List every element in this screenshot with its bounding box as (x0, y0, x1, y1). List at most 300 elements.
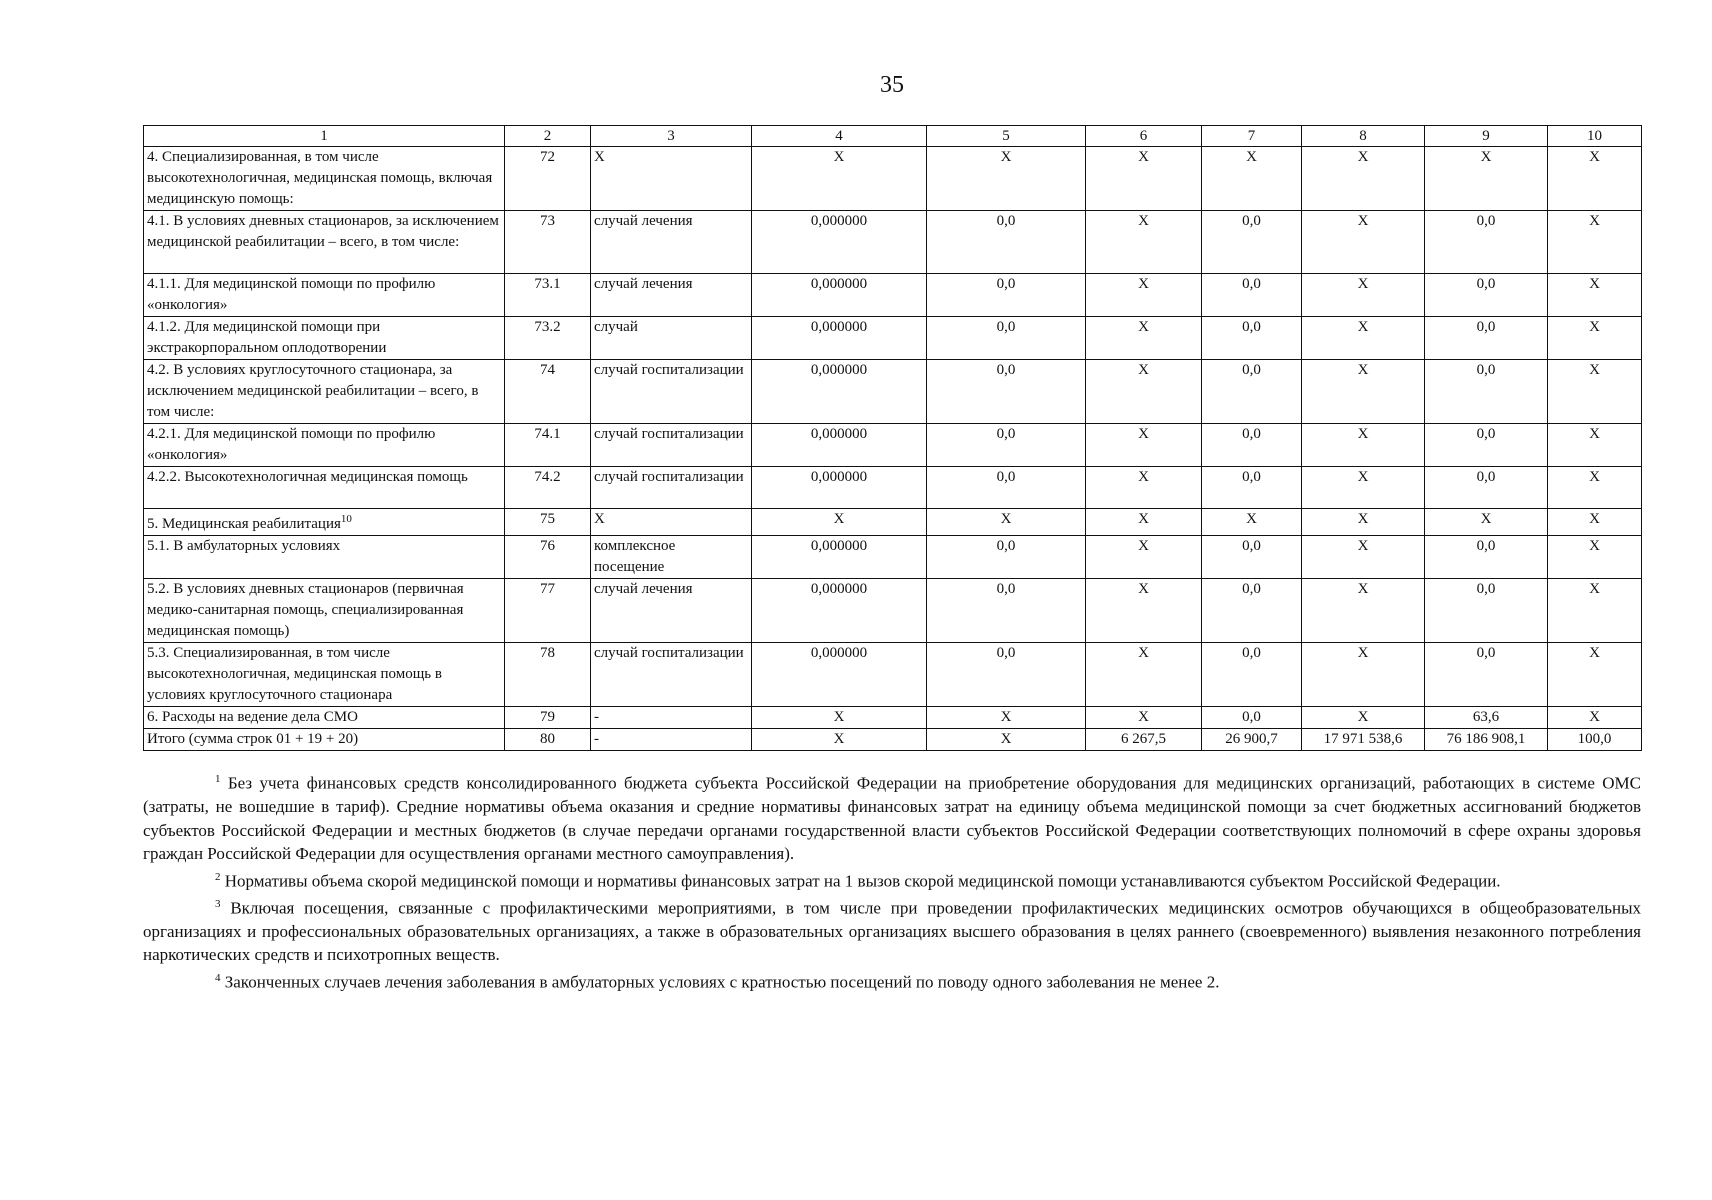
table-cell (927, 211, 1086, 274)
cell-text: 5.1. В амбулаторных условиях (147, 538, 341, 554)
column-header: 3 (591, 126, 752, 147)
table-cell (752, 729, 927, 751)
table-cell (591, 536, 752, 579)
table-row (144, 211, 1642, 274)
row-label (144, 707, 505, 729)
table-cell (1202, 509, 1302, 536)
cell-text: 73.2 (534, 319, 561, 335)
footnote-marker: 4 (215, 971, 221, 984)
table-cell (1548, 729, 1642, 751)
row-label (144, 317, 505, 360)
column-header: 1 (144, 126, 505, 147)
cell-text: 0,0 (1476, 276, 1496, 292)
table-row (144, 147, 1642, 211)
table-cell (505, 424, 591, 467)
table-cell (927, 147, 1086, 211)
table-cell (1425, 424, 1548, 467)
cell-text: 0,0 (1242, 709, 1261, 725)
cell-text: 4.1. В условиях дневных стационаров, за исключением медицинской реабилитации – всего, в том числе: (147, 213, 499, 250)
cell-text: X (1000, 149, 1012, 165)
cell-text: 0,000000 (810, 426, 868, 442)
table-cell (505, 579, 591, 643)
cell-text: 0,000000 (810, 581, 868, 597)
cell-text: 0,000000 (810, 319, 868, 335)
cell-text: 26 900,7 (1225, 731, 1278, 747)
table-cell (591, 211, 752, 274)
cell-text: X (1480, 511, 1492, 527)
footnote-text: Без учета финансовых средств консолидированного бюджета субъекта Российской Федерации на приобретение оборудования для медицинских организаций, работающих в системе ОМС (затраты, не вошедшие в тариф). Средние нормативы объема оказания и средние нормативы финансовых затрат на единицу объема медицинской помощи за счет бюджетных ассигнований бюджетов субъектов Российской Федерации и местных бюджетов (в случае передачи органами государственной власти субъектов Российской Федерации соответствующих полномочий в сфере охраны здоровья граждан Российской Федерации для осуществления органами местного самоуправления). (143, 773, 1641, 864)
table-cell (1425, 274, 1548, 317)
cell-text: X (1138, 511, 1149, 527)
table-cell (1202, 536, 1302, 579)
table-cell (1086, 467, 1202, 509)
cell-text: X (1138, 709, 1149, 725)
cell-text: X (1357, 511, 1369, 527)
row-label (144, 579, 505, 643)
table-cell (1425, 317, 1548, 360)
row-label (144, 467, 505, 509)
cell-text: X (1000, 511, 1012, 527)
table-cell (1086, 360, 1202, 424)
table-cell (1548, 467, 1642, 509)
cell-text: 0,0 (996, 645, 1016, 661)
cell-text: X (833, 149, 845, 165)
cell-text: 0,0 (996, 276, 1016, 292)
table-cell (1548, 360, 1642, 424)
cell-text: X (1138, 276, 1149, 292)
row-label (144, 509, 505, 536)
table-cell (927, 729, 1086, 751)
cell-text: 73.1 (534, 276, 561, 292)
cell-text: 80 (540, 731, 555, 747)
table-cell (505, 729, 591, 751)
table-cell (1202, 467, 1302, 509)
cell-text: 5. Медицинская реабилитация (147, 516, 341, 532)
table-cell (1425, 211, 1548, 274)
table-cell (1425, 536, 1548, 579)
table-cell (1425, 707, 1548, 729)
table-cell (591, 643, 752, 707)
table-cell (1425, 509, 1548, 536)
cell-text: X (833, 511, 845, 527)
table-cell (927, 317, 1086, 360)
cell-text: X (594, 149, 605, 165)
cell-text: 17 971 538,6 (1323, 731, 1403, 747)
table-cell (1086, 579, 1202, 643)
table-row (144, 360, 1642, 424)
table-cell (1548, 509, 1642, 536)
table-cell (1086, 274, 1202, 317)
cell-text: - (594, 731, 599, 747)
cell-text: случай госпитализации (594, 362, 744, 378)
cell-text: 4.1.1. Для медицинской помощи по профилю «онкология» (147, 276, 436, 313)
table-cell (1202, 424, 1302, 467)
cell-text: случай госпитализации (594, 469, 744, 485)
cell-text: 0,0 (1242, 538, 1261, 554)
table-cell (1202, 360, 1302, 424)
cell-text: 0,0 (1476, 426, 1496, 442)
cell-text: X (1000, 731, 1012, 747)
cell-text: 77 (540, 581, 555, 597)
cell-text: 0,0 (1476, 581, 1496, 597)
column-header: 5 (927, 126, 1086, 147)
table-cell (505, 360, 591, 424)
cell-text: X (1357, 149, 1369, 165)
table-cell (1202, 317, 1302, 360)
cell-text: 0,0 (1242, 469, 1261, 485)
table-cell (1302, 729, 1425, 751)
table-cell (1086, 643, 1202, 707)
footnote-text: Включая посещения, связанные с профилактическими мероприятиями, в том числе при проведении профилактических медицинских осмотров обучающихся в общеобразовательных организациях и профессиональных образовательных организациях, а также в образовательных организациях высшего образования в целях раннего (своевременного) выявления незаконного потребления наркотических средств и психотропных веществ. (143, 898, 1641, 965)
cell-text: 72 (540, 149, 555, 165)
table-cell (591, 729, 752, 751)
cell-text: 0,0 (996, 581, 1016, 597)
cell-text: 0,000000 (810, 276, 868, 292)
table-cell (927, 643, 1086, 707)
table-cell (1086, 211, 1202, 274)
table-cell (505, 509, 591, 536)
table-cell (1548, 707, 1642, 729)
cell-text: X (1138, 213, 1149, 229)
table-cell (1548, 643, 1642, 707)
cell-text: 0,0 (996, 362, 1016, 378)
cell-text: 100,0 (1577, 731, 1612, 747)
table-cell (1548, 536, 1642, 579)
row-label (144, 424, 505, 467)
table-cell (591, 509, 752, 536)
table-cell (752, 536, 927, 579)
cell-text: 0,0 (996, 538, 1016, 554)
row-label (144, 147, 505, 211)
cell-text: X (1589, 581, 1600, 597)
footnote-text: Законченных случаев лечения заболевания в амбулаторных условиях с кратностью посещений по поводу одного заболевания не менее 2. (224, 972, 1220, 992)
table-cell (1086, 707, 1202, 729)
cell-text: 0,0 (1242, 276, 1261, 292)
cell-text: 76 (540, 538, 555, 554)
cell-text: X (1357, 538, 1369, 554)
table-cell (1086, 424, 1202, 467)
table-cell (505, 707, 591, 729)
cell-text: 0,0 (1476, 469, 1496, 485)
table-cell (1086, 729, 1202, 751)
row-label (144, 274, 505, 317)
cell-text: X (1138, 362, 1149, 378)
cell-text: случай госпитализации (594, 645, 744, 661)
table-cell (1548, 317, 1642, 360)
cell-text: X (1589, 149, 1600, 165)
table-cell (591, 147, 752, 211)
footnote-marker: 1 (215, 773, 221, 785)
cell-text: X (1480, 149, 1492, 165)
table-cell (591, 579, 752, 643)
cell-text: X (1000, 709, 1012, 725)
cell-text: 0,0 (996, 426, 1016, 442)
cell-text: случай лечения (594, 213, 693, 229)
column-header: 10 (1548, 126, 1642, 147)
cell-text: X (1138, 469, 1149, 485)
cell-text: 75 (540, 511, 555, 527)
column-header: 4 (752, 126, 927, 147)
table-cell (1302, 274, 1425, 317)
cell-text: X (1589, 645, 1600, 661)
cell-text: 0,0 (1242, 319, 1261, 335)
table-cell (752, 147, 927, 211)
cell-text: X (1246, 511, 1257, 527)
table-cell (752, 317, 927, 360)
table-cell (1425, 467, 1548, 509)
cell-text: 0,0 (996, 469, 1016, 485)
cell-text: X (1589, 276, 1600, 292)
cell-text: 4.2.1. Для медицинской помощи по профилю «онкология» (147, 426, 436, 463)
table-cell (927, 424, 1086, 467)
column-header: 8 (1302, 126, 1425, 147)
cell-text: X (1589, 538, 1600, 554)
cell-text: X (1357, 581, 1369, 597)
cell-text: 5.3. Специализированная, в том числе высокотехнологичная, медицинская помощь в условиях круглосуточного стационара (147, 645, 442, 703)
cell-text: 0,0 (1242, 645, 1261, 661)
cell-text: 79 (540, 709, 555, 725)
table-cell (1302, 509, 1425, 536)
cell-text: X (1138, 149, 1149, 165)
table-cell (1425, 579, 1548, 643)
cell-text: X (1589, 362, 1600, 378)
row-label (144, 536, 505, 579)
cell-text: 0,000000 (810, 362, 868, 378)
table-cell (1086, 317, 1202, 360)
table-cell (927, 274, 1086, 317)
footnote-marker: 10 (340, 513, 352, 525)
cell-text: 6. Расходы на ведение дела СМО (147, 709, 358, 725)
cell-text: 0,0 (996, 213, 1016, 229)
table-cell (1202, 211, 1302, 274)
cell-text: - (594, 709, 599, 725)
table-cell (927, 360, 1086, 424)
cell-text: комплексное посещение (594, 538, 676, 575)
cell-text: случай лечения (594, 581, 693, 597)
table-cell (505, 467, 591, 509)
footnote-marker: 3 (215, 897, 221, 910)
table-cell (927, 509, 1086, 536)
cell-text: 0,000000 (810, 213, 868, 229)
cell-text: 4. Специализированная, в том числе высокотехнологичная, медицинская помощь, включая медицинскую помощь: (147, 149, 493, 207)
table-cell (1302, 211, 1425, 274)
table-cell (1425, 147, 1548, 211)
table-cell (1302, 147, 1425, 211)
cell-text: 0,0 (996, 319, 1016, 335)
cell-text: X (1589, 426, 1600, 442)
data-table (143, 125, 1642, 751)
cell-text: 73 (540, 213, 555, 229)
row-label (144, 360, 505, 424)
table-cell (752, 467, 927, 509)
table-cell (1202, 643, 1302, 707)
table-cell (591, 424, 752, 467)
table-cell (1086, 536, 1202, 579)
table-cell (505, 317, 591, 360)
cell-text: 74.1 (534, 426, 561, 442)
cell-text: 0,0 (1242, 362, 1261, 378)
footnote-text: Нормативы объема скорой медицинской помощи и нормативы финансовых затрат на 1 вызов скорой медицинской помощи устанавливаются субъектом Российской Федерации. (224, 871, 1501, 891)
table-cell (1202, 274, 1302, 317)
table-row (144, 579, 1642, 643)
table-cell (1548, 211, 1642, 274)
row-label (144, 729, 505, 751)
table-cell (591, 274, 752, 317)
cell-text: 74.2 (534, 469, 561, 485)
table-row (144, 274, 1642, 317)
table-cell (927, 536, 1086, 579)
cell-text: 6 267,5 (1121, 731, 1166, 747)
column-header: 9 (1425, 126, 1548, 147)
table-cell (1425, 360, 1548, 424)
cell-text: X (1589, 469, 1600, 485)
table-cell (927, 707, 1086, 729)
cell-text: X (1357, 645, 1369, 661)
cell-text: 4.2. В условиях круглосуточного стационара, за исключением медицинской реабилитации – всего, в том числе: (147, 362, 479, 420)
cell-text: X (1357, 362, 1369, 378)
cell-text: случай лечения (594, 276, 693, 292)
cell-text: X (1357, 319, 1369, 335)
footnote (143, 967, 1641, 994)
cell-text: X (1589, 511, 1600, 527)
table-cell (505, 536, 591, 579)
table-cell (1302, 643, 1425, 707)
footnote (143, 768, 1641, 866)
table-cell (591, 360, 752, 424)
table-cell (505, 274, 591, 317)
cell-text: X (1138, 645, 1149, 661)
cell-text: X (1246, 149, 1257, 165)
table-cell (505, 211, 591, 274)
table-cell (1302, 317, 1425, 360)
page-number: 35 (880, 72, 904, 98)
cell-text: X (833, 709, 845, 725)
table-row (144, 643, 1642, 707)
table-cell (1425, 643, 1548, 707)
table-cell (1548, 147, 1642, 211)
table-cell (1302, 536, 1425, 579)
cell-text: 78 (540, 645, 555, 661)
table-cell (1302, 467, 1425, 509)
column-header: 7 (1202, 126, 1302, 147)
table-cell (505, 643, 591, 707)
cell-text: 0,0 (1242, 426, 1261, 442)
cell-text: случай (594, 319, 638, 335)
table-row (144, 707, 1642, 729)
table-cell (752, 509, 927, 536)
cell-text: случай госпитализации (594, 426, 744, 442)
table-cell (1548, 274, 1642, 317)
cell-text: 5.2. В условиях дневных стационаров (первичная медико-санитарная помощь, специализированная медицинская помощь) (147, 581, 464, 639)
footnote (143, 893, 1641, 967)
table-row (144, 317, 1642, 360)
row-label (144, 643, 505, 707)
cell-text: 0,0 (1242, 213, 1261, 229)
cell-text: X (1357, 276, 1369, 292)
table-row (144, 509, 1642, 536)
cell-text: X (1589, 319, 1600, 335)
footnote-marker: 2 (215, 870, 221, 883)
cell-text: 0,0 (1476, 213, 1496, 229)
cell-text: Итого (сумма строк 01 + 19 + 20) (147, 731, 359, 747)
cell-text: 0,0 (1242, 581, 1261, 597)
table-cell (752, 579, 927, 643)
table-cell (1425, 729, 1548, 751)
table-cell (591, 317, 752, 360)
footnotes (143, 768, 1641, 994)
table-cell (752, 360, 927, 424)
table-cell (591, 467, 752, 509)
table-cell (1202, 707, 1302, 729)
cell-text: X (1357, 426, 1369, 442)
table-cell (591, 707, 752, 729)
cell-text: X (1589, 709, 1600, 725)
footnote (143, 866, 1641, 893)
cell-text: X (594, 511, 605, 527)
cell-text: 0,000000 (810, 645, 868, 661)
cell-text: 0,0 (1476, 645, 1496, 661)
table-cell (1086, 509, 1202, 536)
cell-text: 4.1.2. Для медицинской помощи при экстракорпоральном оплодотворении (147, 319, 387, 356)
table-cell (927, 467, 1086, 509)
cell-text: 0,0 (1476, 538, 1496, 554)
cell-text: X (1138, 426, 1149, 442)
table-row (144, 729, 1642, 751)
table-cell (1202, 579, 1302, 643)
table-cell (1302, 707, 1425, 729)
cell-text: 63,6 (1472, 709, 1500, 725)
table-cell (1302, 360, 1425, 424)
table-row (144, 536, 1642, 579)
cell-text: X (1138, 538, 1149, 554)
cell-text: 0,000000 (810, 538, 868, 554)
table-cell (1548, 424, 1642, 467)
table-cell (1202, 147, 1302, 211)
table-cell (1548, 579, 1642, 643)
table-cell (1086, 147, 1202, 211)
cell-text: X (833, 731, 845, 747)
cell-text: X (1138, 319, 1149, 335)
column-header: 6 (1086, 126, 1202, 147)
table-cell (927, 579, 1086, 643)
cell-text: 4.2.2. Высокотехнологичная медицинская помощь (147, 469, 468, 485)
table-cell (1302, 579, 1425, 643)
table-cell (752, 274, 927, 317)
cell-text: X (1138, 581, 1149, 597)
cell-text: X (1357, 213, 1369, 229)
cell-text: 0,0 (1476, 319, 1496, 335)
cell-text: X (1589, 213, 1600, 229)
row-label (144, 211, 505, 274)
table-cell (752, 707, 927, 729)
table-cell (752, 424, 927, 467)
cell-text: 0,000000 (810, 469, 868, 485)
table-header-row (144, 126, 1642, 147)
column-header: 2 (505, 126, 591, 147)
cell-text: 74 (540, 362, 555, 378)
cell-text: 76 186 908,1 (1446, 731, 1526, 747)
table-cell (752, 643, 927, 707)
cell-text: X (1357, 709, 1369, 725)
cell-text: 0,0 (1476, 362, 1496, 378)
table-cell (1302, 424, 1425, 467)
table-cell (1202, 729, 1302, 751)
table-row (144, 424, 1642, 467)
table-row (144, 467, 1642, 509)
table-cell (505, 147, 591, 211)
cell-text: X (1357, 469, 1369, 485)
table-cell (752, 211, 927, 274)
